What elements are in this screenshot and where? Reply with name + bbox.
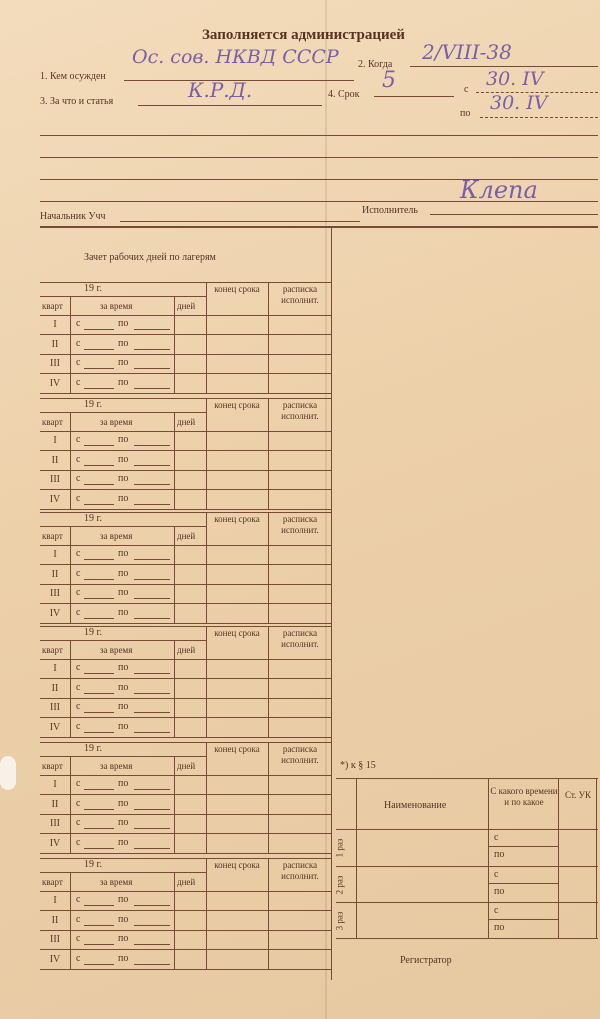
row-from: с: [76, 894, 81, 905]
row-quarter: II: [51, 454, 59, 466]
form-title: Заполняется администрацией: [202, 27, 405, 43]
row-to: по: [118, 492, 129, 504]
row-to-line: [134, 329, 170, 330]
row-to-line: [134, 673, 170, 674]
block-head-bottom: [40, 545, 331, 546]
row-quarter: I: [53, 895, 57, 906]
executor-value: Клепа: [460, 176, 538, 204]
row-line: [40, 910, 331, 911]
block-col-line: [206, 640, 207, 738]
col-sign: расписка исполнит.: [281, 514, 319, 535]
reason-value: К.Р.Д.: [188, 78, 253, 102]
row-from: с: [76, 567, 81, 579]
row-quarter: II: [51, 682, 59, 694]
row-to-line: [134, 484, 170, 485]
col-days: дней: [177, 531, 196, 541]
block-col-line: [268, 296, 269, 394]
row-from-line: [84, 828, 114, 829]
row-to: по: [118, 587, 129, 598]
row-to-line: [134, 944, 170, 945]
block-year-line: [40, 640, 206, 641]
row-from: с: [76, 662, 81, 673]
row-to: по: [118, 434, 129, 445]
block-year: 19 г.: [84, 743, 102, 754]
block-col-line: [268, 526, 269, 624]
col-days: дней: [177, 417, 196, 427]
row-from: с: [76, 606, 81, 618]
row-to-line: [134, 559, 170, 560]
row-to-line: [134, 618, 170, 619]
block-col-line: [70, 412, 71, 510]
note-row-label: 2 раз: [334, 875, 345, 895]
block-col-line: [174, 756, 175, 854]
row-to-line: [134, 349, 170, 350]
row-quarter: II: [51, 914, 59, 926]
col-period: за время: [100, 531, 133, 541]
col-quarter: кварт: [42, 301, 63, 311]
block-year: 19 г.: [84, 859, 102, 870]
col-sign: расписка исполнит.: [281, 400, 319, 421]
row-to-line: [134, 905, 170, 906]
col-days: дней: [177, 301, 196, 311]
to-label: по: [460, 108, 471, 119]
row-line: [40, 334, 331, 335]
block-head-bottom: [40, 891, 331, 892]
row-line: [40, 930, 331, 931]
block-col-line: [174, 526, 175, 624]
row-from-line: [84, 465, 114, 466]
block-col-line: [268, 412, 269, 510]
row-to: по: [118, 567, 129, 579]
row-to-line: [134, 388, 170, 389]
note-col-name: Наименование: [384, 800, 447, 811]
row-to: по: [118, 933, 129, 944]
block-col-line: [268, 640, 269, 738]
workdays-title: Зачет рабочих дней по лагерям: [84, 252, 216, 263]
row-to-line: [134, 732, 170, 733]
note-col-time: С какого времени и по какое: [490, 786, 558, 807]
row-from-line: [84, 618, 114, 619]
block-year: 19 г.: [84, 283, 102, 294]
row-from-line: [84, 905, 114, 906]
row-line: [40, 393, 331, 394]
row-from: с: [76, 337, 81, 349]
col-days: дней: [177, 761, 196, 771]
col-days: дней: [177, 645, 196, 655]
chief-line: [120, 221, 360, 222]
col-period: за время: [100, 877, 133, 887]
blank-line-2: [40, 157, 598, 158]
block-head-bottom: [40, 775, 331, 776]
row-quarter: I: [53, 549, 57, 560]
col-end: конец срока: [214, 400, 260, 410]
row-quarter: IV: [49, 493, 61, 505]
col-sign: расписка исполнит.: [281, 628, 319, 649]
note-row-from: с: [494, 905, 499, 916]
row-from-line: [84, 712, 114, 713]
block-col-line: [70, 756, 71, 854]
block-col-line: [174, 640, 175, 738]
col-quarter: кварт: [42, 417, 63, 427]
row-to: по: [118, 797, 129, 809]
block-head-bottom: [40, 315, 331, 316]
block-head-bottom: [40, 431, 331, 432]
row-line: [40, 373, 331, 374]
row-to: по: [118, 681, 129, 693]
row-to-line: [134, 579, 170, 580]
block-year: 19 г.: [84, 399, 102, 410]
row-line: [40, 584, 331, 585]
col-sign: расписка исполнит.: [281, 860, 319, 881]
row-from-line: [84, 329, 114, 330]
blank-line-1: [40, 135, 598, 136]
row-line: [40, 354, 331, 355]
when-line: [410, 66, 598, 67]
col-quarter: кварт: [42, 877, 63, 887]
note-col-2: [488, 778, 489, 938]
row-to-line: [134, 712, 170, 713]
row-from-line: [84, 579, 114, 580]
row-quarter: II: [51, 568, 59, 580]
block-col-line: [70, 640, 71, 738]
note-row-3-bottom: [336, 938, 598, 939]
note-row-split: [488, 919, 558, 920]
row-quarter: I: [53, 435, 57, 446]
row-quarter: III: [50, 358, 60, 369]
from-value: 30. IV: [486, 68, 544, 90]
row-to: по: [118, 473, 129, 484]
col-days: дней: [177, 877, 196, 887]
row-line: [40, 489, 331, 490]
row-to: по: [118, 453, 129, 465]
row-to-line: [134, 809, 170, 810]
block-col-line: [70, 296, 71, 394]
convicted-by-value: Ос. сов. НКВД СССР: [132, 46, 339, 68]
row-from-line: [84, 504, 114, 505]
row-quarter: IV: [49, 377, 61, 389]
row-to: по: [118, 337, 129, 349]
row-quarter: I: [53, 663, 57, 674]
row-from: с: [76, 933, 81, 944]
row-from: с: [76, 357, 81, 368]
block-year: 19 г.: [84, 513, 102, 524]
row-to: по: [118, 662, 129, 673]
note-row-to: по: [494, 922, 505, 933]
block-year: 19 г.: [84, 627, 102, 638]
punch-hole: [0, 756, 16, 790]
block-col-line: [268, 872, 269, 970]
row-to: по: [118, 720, 129, 732]
row-quarter: I: [53, 779, 57, 790]
note-col-1: [356, 778, 357, 938]
row-to: по: [118, 548, 129, 559]
row-to: по: [118, 894, 129, 905]
row-to-line: [134, 504, 170, 505]
block-col-line: [206, 872, 207, 970]
to-line: [480, 117, 598, 118]
col-period: за время: [100, 301, 133, 311]
block-col-line: [268, 756, 269, 854]
col-period: за время: [100, 645, 133, 655]
row-quarter: IV: [49, 837, 61, 849]
row-to-line: [134, 848, 170, 849]
row-from-line: [84, 693, 114, 694]
row-quarter: IV: [49, 721, 61, 733]
row-from: с: [76, 797, 81, 809]
row-line: [40, 969, 331, 970]
block-col-line: [70, 526, 71, 624]
note-row-split: [488, 883, 558, 884]
block-year-line: [40, 526, 206, 527]
note-col-3: [558, 778, 559, 938]
row-to-line: [134, 925, 170, 926]
row-from: с: [76, 836, 81, 848]
row-to: по: [118, 817, 129, 828]
row-quarter: II: [51, 338, 59, 350]
col-quarter: кварт: [42, 761, 63, 771]
row-quarter: IV: [49, 953, 61, 965]
row-from-line: [84, 732, 114, 733]
row-from: с: [76, 701, 81, 712]
reason-line: [138, 105, 322, 106]
note-row-label: 1 раз: [334, 838, 345, 858]
note-row-split: [488, 846, 558, 847]
row-from: с: [76, 778, 81, 789]
chief-label: Начальник Учч: [40, 211, 106, 222]
col-period: за время: [100, 761, 133, 771]
block-col-line: [206, 412, 207, 510]
row-from: с: [76, 318, 81, 329]
col-sign: расписка исполнит.: [281, 284, 319, 305]
col-period: за время: [100, 417, 133, 427]
row-quarter: IV: [49, 607, 61, 619]
block-col-line: [206, 526, 207, 624]
row-from-line: [84, 445, 114, 446]
row-to: по: [118, 778, 129, 789]
row-to: по: [118, 836, 129, 848]
row-quarter: III: [50, 588, 60, 599]
block-col-line: [174, 296, 175, 394]
row-to-line: [134, 964, 170, 965]
row-line: [40, 603, 331, 604]
note-col-4: [596, 778, 597, 938]
row-from-line: [84, 598, 114, 599]
col-end: конец срока: [214, 860, 260, 870]
col-end: конец срока: [214, 514, 260, 524]
block-year-line: [40, 412, 206, 413]
row-from-line: [84, 484, 114, 485]
block-col-line: [70, 872, 71, 970]
row-from: с: [76, 473, 81, 484]
note-row-to: по: [494, 849, 505, 860]
when-label: 2. Когда: [358, 59, 393, 70]
row-from: с: [76, 681, 81, 693]
row-quarter: III: [50, 474, 60, 485]
row-line: [40, 717, 331, 718]
row-quarter: III: [50, 934, 60, 945]
column-divider: [331, 228, 332, 980]
note-row-label: 3 раз: [334, 911, 345, 931]
row-from-line: [84, 559, 114, 560]
row-from-line: [84, 848, 114, 849]
row-to: по: [118, 357, 129, 368]
col-quarter: кварт: [42, 645, 63, 655]
block-col-line: [206, 756, 207, 854]
executor-label: Исполнитель: [362, 205, 418, 216]
row-to-line: [134, 598, 170, 599]
row-from: с: [76, 952, 81, 964]
row-line: [40, 509, 331, 510]
note-row-from: с: [494, 832, 499, 843]
row-quarter: I: [53, 319, 57, 330]
row-line: [40, 949, 331, 950]
row-from-line: [84, 388, 114, 389]
row-to: по: [118, 913, 129, 925]
term-value: 5: [382, 68, 396, 93]
term-line: [374, 96, 454, 97]
row-to: по: [118, 952, 129, 964]
row-from-line: [84, 964, 114, 965]
row-line: [40, 833, 331, 834]
row-from-line: [84, 673, 114, 674]
block-year-line: [40, 296, 206, 297]
row-from: с: [76, 817, 81, 828]
row-from-line: [84, 349, 114, 350]
row-to: по: [118, 376, 129, 388]
note-label: *) к § 15: [340, 760, 376, 771]
row-quarter: II: [51, 798, 59, 810]
col-end: конец срока: [214, 284, 260, 294]
row-line: [40, 814, 331, 815]
row-from: с: [76, 434, 81, 445]
block-col-line: [206, 296, 207, 394]
col-end: конец срока: [214, 744, 260, 754]
row-line: [40, 794, 331, 795]
row-to-line: [134, 828, 170, 829]
row-line: [40, 698, 331, 699]
when-value: 2/VIII-38: [422, 40, 512, 64]
row-quarter: III: [50, 702, 60, 713]
row-from: с: [76, 492, 81, 504]
row-to-line: [134, 789, 170, 790]
header-separator: [40, 226, 598, 228]
row-from: с: [76, 720, 81, 732]
row-from: с: [76, 548, 81, 559]
block-col-line: [174, 412, 175, 510]
col-quarter: кварт: [42, 531, 63, 541]
row-to-line: [134, 368, 170, 369]
row-line: [40, 470, 331, 471]
row-to: по: [118, 606, 129, 618]
row-from-line: [84, 789, 114, 790]
note-row-from: с: [494, 869, 499, 880]
row-line: [40, 853, 331, 854]
from-label: с: [464, 84, 469, 95]
row-line: [40, 564, 331, 565]
convicted-by-label: 1. Кем осужден: [40, 71, 106, 82]
term-label: 4. Срок: [328, 89, 360, 100]
registrar-label: Регистратор: [400, 955, 452, 966]
col-sign: расписка исполнит.: [281, 744, 319, 765]
row-quarter: III: [50, 818, 60, 829]
row-from: с: [76, 376, 81, 388]
to-value: 30. IV: [490, 92, 548, 114]
row-to: по: [118, 318, 129, 329]
block-year-line: [40, 756, 206, 757]
row-from: с: [76, 453, 81, 465]
reason-label: 3. За что и статья: [40, 96, 114, 107]
note-col-article: Ст. УК: [564, 790, 591, 800]
col-end: конец срока: [214, 628, 260, 638]
row-from-line: [84, 925, 114, 926]
row-from-line: [84, 944, 114, 945]
row-from-line: [84, 368, 114, 369]
row-from: с: [76, 913, 81, 925]
note-row-to: по: [494, 886, 505, 897]
block-year-line: [40, 872, 206, 873]
row-from: с: [76, 587, 81, 598]
row-to-line: [134, 465, 170, 466]
block-col-line: [174, 872, 175, 970]
block-head-bottom: [40, 659, 331, 660]
row-to: по: [118, 701, 129, 712]
row-line: [40, 737, 331, 738]
row-line: [40, 678, 331, 679]
row-line: [40, 623, 331, 624]
row-line: [40, 450, 331, 451]
executor-line: [430, 214, 598, 215]
row-to-line: [134, 445, 170, 446]
row-to-line: [134, 693, 170, 694]
row-from-line: [84, 809, 114, 810]
